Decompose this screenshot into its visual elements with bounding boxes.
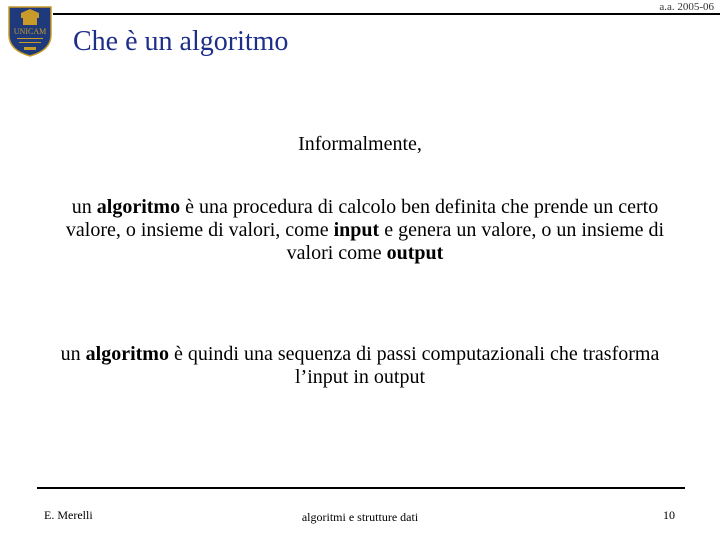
keyword-text: output (386, 242, 444, 264)
paragraph-text: un (60, 343, 86, 365)
definition-paragraph (55, 196, 675, 265)
keyword-text: algoritmo (85, 343, 169, 365)
summary-paragraph (60, 343, 660, 389)
university-logo (7, 5, 53, 57)
footer-author: E. Merelli (44, 508, 93, 522)
header-rule (53, 13, 720, 15)
paragraph-text: e genera un valore, o un insieme di valori come (286, 219, 665, 264)
logo-lettering: UNICAM (13, 27, 47, 36)
course-year: a.a. 2005-06 (659, 1, 714, 13)
keyword-text: algoritmo (96, 196, 181, 218)
keyword-text: input (333, 219, 380, 241)
paragraph-text: è una procedura di calcolo ben definita che prende un certo valore, o insieme di valori, come (65, 196, 659, 241)
footer-rule (37, 487, 685, 489)
footer-course: algoritmi e strutture dati (301, 510, 419, 524)
paragraph-text: è quindi una sequenza di passi computazionali che trasforma l’input in output (168, 343, 660, 388)
paragraph-text: un (71, 196, 97, 218)
intro-text: Informalmente, (298, 133, 422, 155)
page-number: 10 (663, 508, 675, 522)
slide-title: Che è un algoritmo (73, 26, 289, 57)
university-shield-icon (7, 5, 53, 57)
